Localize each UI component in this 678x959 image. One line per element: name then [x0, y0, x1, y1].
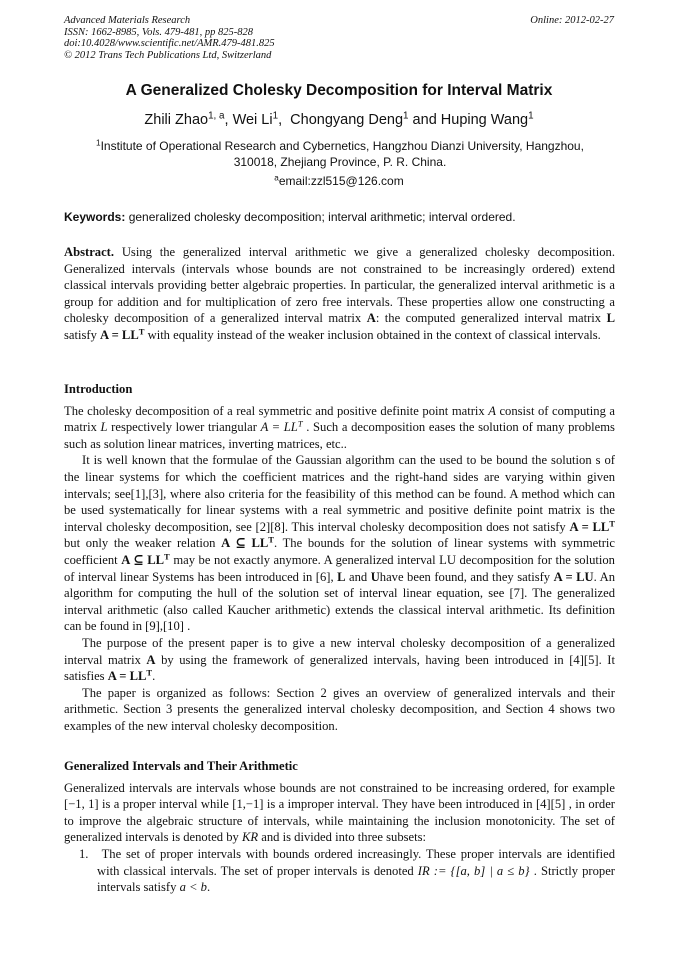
doi-line: doi:10.4028/www.scientific.net/AMR.479-481.825	[64, 38, 275, 49]
body-text: .	[152, 669, 156, 684]
body-text: The paper is organized as follows: Section 2 gives an overview of generalized intervals and their arithmetic. Section 3 presents the generalized interval cholesky decomposition, and Section 4 shows two examples of the new interval cholesky decomposition.	[64, 685, 615, 733]
generalized-intervals-section	[64, 758, 615, 896]
math-superscript: T	[297, 418, 303, 429]
math-equation: A = LL	[569, 519, 610, 534]
math-symbol: KR	[242, 830, 259, 845]
body-text: but only the weaker relation	[64, 536, 216, 551]
copyright-line: © 2012 Trans Tech Publications Ltd, Switzerland	[64, 49, 272, 61]
body-text: .	[533, 863, 537, 878]
body-text: is a improper interval. They have been introduced in [4][5] , in order to improve the algebraic structure of intervals, while maintaining the inclusion monotonicity. The set of generalized intervals is denoted by	[64, 797, 615, 845]
math-symbol: A	[146, 652, 156, 667]
math-inequality: a < b	[179, 880, 207, 895]
list-item	[79, 846, 616, 896]
math-symbol: A	[366, 311, 376, 326]
math-superscript: T	[609, 518, 615, 529]
paper-title: A Generalized Cholesky Decomposition for Interval Matrix	[125, 82, 553, 99]
body-text: Generalized intervals are intervals whose bounds are not constrained to be increasing ordered, for example	[64, 780, 615, 795]
math-equation: A = LL	[260, 420, 298, 435]
body-text: may be not exactly anymore. A generalized interval LU decomposition for the solution of interval linear Systems has been introduced in [6],	[64, 552, 615, 584]
math-symbol: U	[370, 569, 380, 584]
math-superscript: T	[146, 667, 153, 678]
math-equation: A ⊆ LL	[121, 552, 165, 567]
abstract-text: with equality instead of the weaker inclusion obtained in the context of classical intervals.	[147, 327, 601, 342]
abstract-text: Using the generalized interval arithmetic we give a generalized cholesky decomposition. Generalized intervals (intervals whose bounds are not constrained to be increasingly ordered) extend classical intervals providing better algebraic properties. In particular, the generalized interval arithmetic is a group for addition and for multiplication of zero free intervals. These properties allow one constructing a cholesky decomposition of a generalized interval matrix	[64, 245, 615, 326]
author-name: Wei Li	[232, 112, 273, 128]
math-superscript: T	[138, 326, 145, 337]
affiliation	[80, 138, 600, 170]
author-affil-mark: 1, a	[208, 110, 225, 122]
author-affil-mark: 1	[403, 110, 409, 122]
author-affil-mark: 1	[528, 110, 534, 122]
abstract	[64, 244, 615, 344]
math-symbol: L	[606, 311, 615, 326]
online-date: Online: 2012-02-27	[530, 15, 614, 26]
introduction-section	[64, 381, 615, 734]
body-text: have been found, and they satisfy	[379, 569, 551, 584]
body-text: is a proper interval while	[102, 797, 229, 812]
body-text: consist of computing a matrix	[64, 403, 615, 435]
abstract-label: Abstract.	[64, 245, 115, 259]
author-affil-mark: 1	[272, 110, 279, 122]
journal-name: Advanced Materials Research	[64, 15, 191, 26]
math-superscript: T	[268, 534, 274, 545]
math-symbol: A	[488, 403, 496, 418]
email-line	[0, 174, 678, 188]
abstract-text: satisfy	[64, 327, 97, 342]
keywords-text: generalized cholesky decomposition; interval arithmetic; interval ordered.	[128, 210, 516, 224]
body-text: It is well known that the formulae of the Gaussian algorithm can the used to be bound the solution s of the linear systems for which the coefficient matrices and the right-hand sides are varying within given intervals; see[1],[3], where also criteria for the feasibility of this method can be found. A method which can be used systematically for linear systems with a real symmetric and positive definite point matrix is the interval cholesky decomposition, see [2][8]. This interval cholesky decomposition does not satisfy	[64, 453, 615, 534]
body-text: The set of proper intervals with bounds ordered increasingly. These proper intervals are identified with classical intervals. The set of proper intervals is denoted	[97, 846, 616, 878]
issn-line: ISSN: 1662-8985, Vols. 479-481, pp 825-828	[64, 26, 253, 38]
math-superscript: T	[164, 551, 170, 562]
math-equation: A = LU	[553, 569, 594, 584]
body-text: . Such a decomposition eases the solution of many problems such as solution linear matrices, inverting matrices, etc..	[64, 420, 615, 451]
body-text: and is divided into three subsets:	[261, 830, 427, 845]
math-equation: A = LL	[100, 327, 139, 342]
body-text: by using the framework of generalized intervals, having been introduced in [4][5]. It satisfies	[64, 652, 615, 684]
affil-line-2: 310018, Zhejiang Province, P. R. China.	[233, 155, 447, 169]
body-text: and	[349, 569, 368, 584]
introduction-heading: Introduction	[64, 382, 133, 396]
generalized-heading: Generalized Intervals and Their Arithmetic	[64, 759, 298, 773]
math-definition: IR := {[a, b] | a ≤ b}	[417, 863, 530, 878]
math-symbol: L	[337, 569, 346, 584]
author-list: Zhili Zhao$^{1, a}$, Wei Li$^1$, Chongyang Deng$^1$ and Huping Wang$^1$	[144, 110, 534, 128]
keywords-label: Keywords:	[64, 210, 126, 224]
keywords	[64, 210, 614, 224]
body-text: . An algorithm for computing the hull of the solution set of interval linear equation, see [7]. The generalized interval arithmetic (also called Kaucher arithmetic) extends the classical interval arithmetic. Its definition can be found in [9],[10] .	[64, 569, 615, 634]
author-name: Huping Wang	[440, 112, 529, 128]
email-mark: a	[274, 173, 279, 183]
email-address: email:zzl515@126.com	[278, 174, 404, 188]
body-text: . The bounds for the solution of linear systems with symmetric coefficient	[64, 536, 616, 567]
math-equation: A ⊆ LL	[221, 536, 269, 551]
body-text: Strictly proper intervals satisfy	[97, 863, 615, 895]
list-number: 1.	[79, 846, 89, 861]
math-interval: [−1, 1]	[64, 797, 99, 812]
math-equation: A = LL	[107, 669, 147, 684]
author-name: Chongyang Deng	[290, 112, 404, 128]
author-name: Zhili Zhao	[144, 112, 209, 128]
affil-line-1: Institute of Operational Research and Cybernetics, Hangzhou Dianzi University, Hangzhou,	[100, 139, 584, 153]
affil-mark: 1	[96, 138, 101, 148]
body-text: respectively lower triangular	[111, 420, 257, 435]
body-text: The cholesky decomposition of a real symmetric and positive definite point matrix	[64, 403, 485, 418]
page-header	[64, 15, 614, 61]
abstract-text: : the computed generalized interval matrix	[375, 311, 602, 326]
body-text: .	[206, 880, 211, 895]
body-text: The purpose of the present paper is to give a new interval cholesky decomposition of a generalized interval matrix	[64, 635, 615, 667]
math-interval: [1,−1]	[232, 797, 264, 812]
math-symbol: L	[100, 420, 108, 435]
